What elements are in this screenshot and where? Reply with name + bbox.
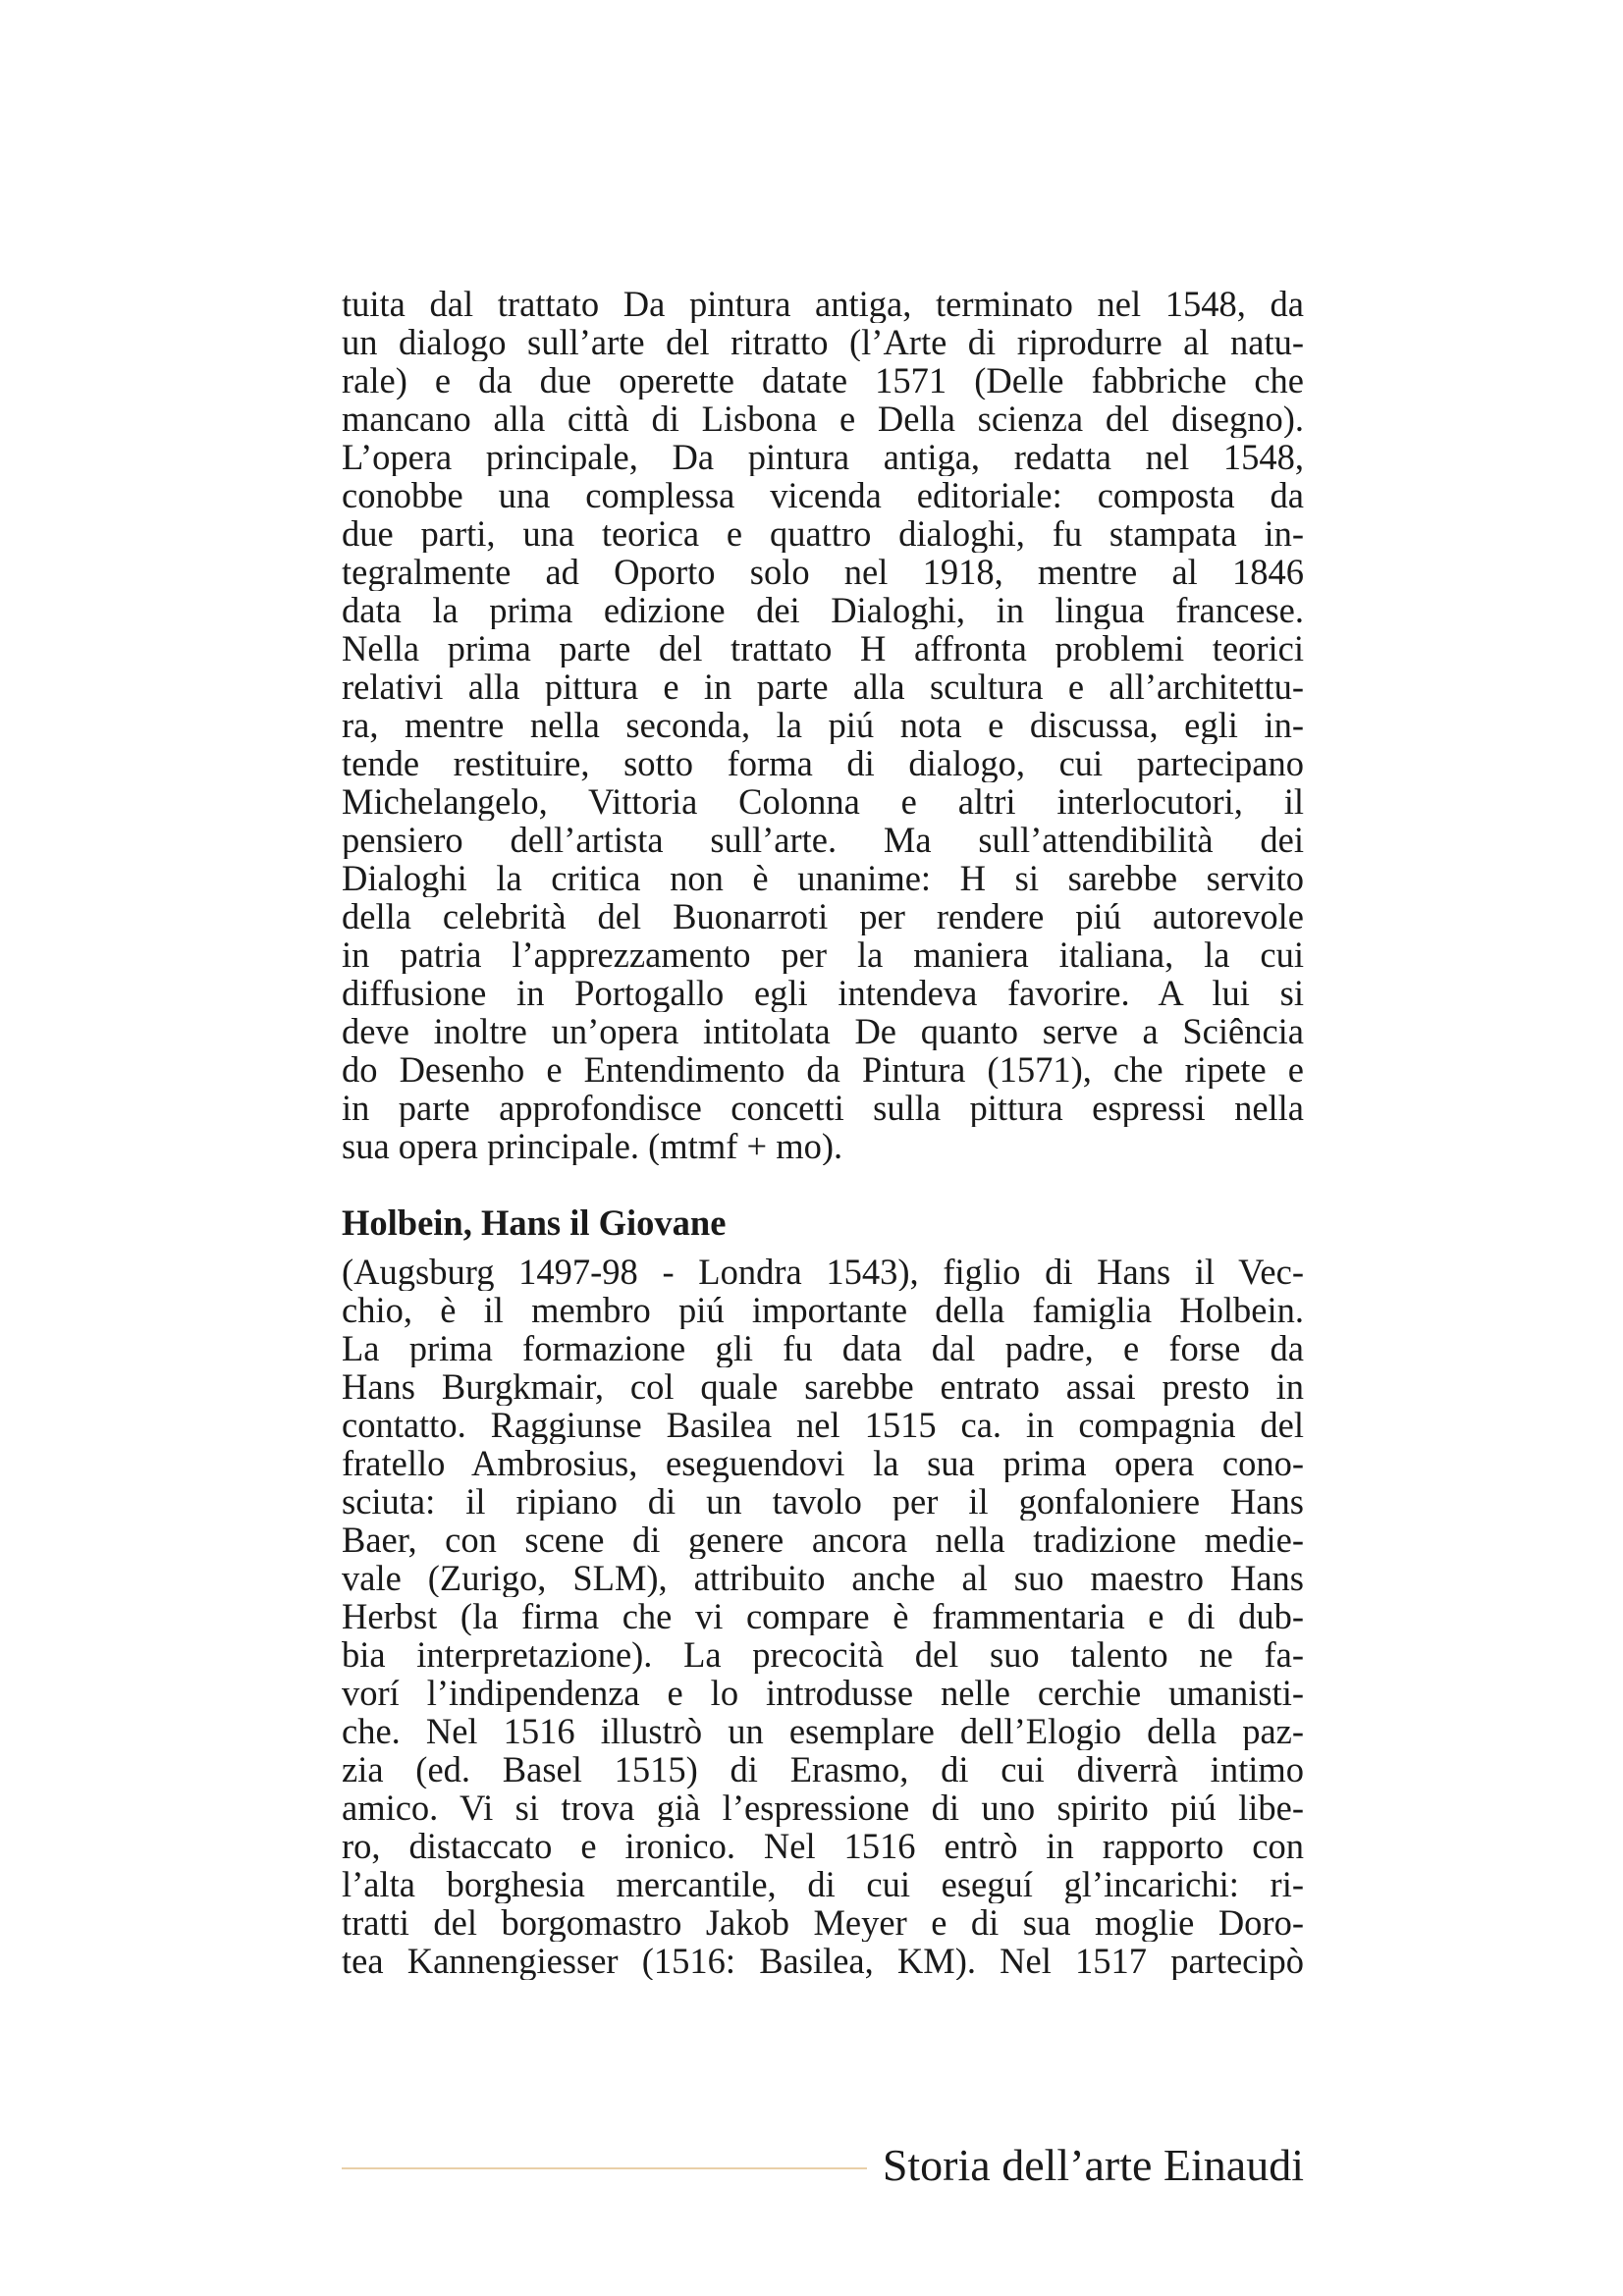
text-line: tuita dal trattato Da pintura antiga, terminato nel 1548, da xyxy=(342,285,1304,323)
text-line: rale) e da due operette datate 1571 (Delle fabbriche che xyxy=(342,361,1304,400)
text-line: contatto. Raggiunse Basilea nel 1515 ca. in compagnia del xyxy=(342,1406,1304,1444)
text-line: tende restituire, sotto forma di dialogo, cui partecipano xyxy=(342,744,1304,782)
text-line: che. Nel 1516 illustrò un esemplare dell’Elogio della paz- xyxy=(342,1712,1304,1750)
text-line: deve inoltre un’opera intitolata De quanto serve a Sciência xyxy=(342,1012,1304,1050)
text-line: tea Kannengiesser (1516: Basilea, KM). Nel 1517 partecipò xyxy=(342,1942,1304,1980)
text-line: tratti del borgomastro Jakob Meyer e di sua moglie Doro- xyxy=(342,1903,1304,1942)
text-line: relativi alla pittura e in parte alla scultura e all’architettu- xyxy=(342,667,1304,706)
text-line: Baer, con scene di genere ancora nella tradizione medie- xyxy=(342,1521,1304,1559)
text-line: L’opera principale, Da pintura antiga, redatta nel 1548, xyxy=(342,438,1304,476)
text-line: mancano alla città di Lisbona e Della scienza del disegno). xyxy=(342,400,1304,438)
text-line: ro, distaccato e ironico. Nel 1516 entrò in rapporto con xyxy=(342,1827,1304,1865)
text-line: in patria l’apprezzamento per la maniera italiana, la cui xyxy=(342,935,1304,974)
text-line: della celebrità del Buonarroti per rendere piú autorevole xyxy=(342,897,1304,935)
text-line: vale (Zurigo, SLM), attribuito anche al suo maestro Hans xyxy=(342,1559,1304,1597)
text-line: ra, mentre nella seconda, la piú nota e discussa, egli in- xyxy=(342,706,1304,744)
text-line: due parti, una teorica e quattro dialoghi, fu stampata in- xyxy=(342,514,1304,553)
text-line: tegralmente ad Oporto solo nel 1918, mentre al 1846 xyxy=(342,553,1304,591)
footer-rule xyxy=(342,2167,867,2169)
paragraph-continuation xyxy=(342,285,1304,1165)
text-line: La prima formazione gli fu data dal padre, e forse da xyxy=(342,1329,1304,1367)
text-line: amico. Vi si trova già l’espressione di uno spirito piú libe- xyxy=(342,1789,1304,1827)
text-line: Hans Burgkmair, col quale sarebbe entrato assai presto in xyxy=(342,1367,1304,1406)
text-line: zia (ed. Basel 1515) di Erasmo, di cui diverrà intimo xyxy=(342,1750,1304,1789)
text-line: fratello Ambrosius, eseguendovi la sua prima opera cono- xyxy=(342,1444,1304,1482)
entry-body xyxy=(342,1253,1304,1980)
text-line: chio, è il membro piú importante della famiglia Holbein. xyxy=(342,1291,1304,1329)
text-line: Herbst (la firma che vi compare è frammentaria e di dub- xyxy=(342,1597,1304,1635)
text-line: conobbe una complessa vicenda editoriale: composta da xyxy=(342,476,1304,514)
text-line: Michelangelo, Vittoria Colonna e altri interlocutori, il xyxy=(342,782,1304,821)
text-line: l’alta borghesia mercantile, di cui eseguí gl’incarichi: ri- xyxy=(342,1865,1304,1903)
text-line: sua opera principale. (mtmf + mo). xyxy=(342,1127,843,1165)
text-line: (Augsburg 1497-98 - Londra 1543), figlio di Hans il Vec- xyxy=(342,1253,1304,1291)
text-line: data la prima edizione dei Dialoghi, in lingua francese. xyxy=(342,591,1304,629)
text-line: pensiero dell’artista sull’arte. Ma sull’attendibilità dei xyxy=(342,821,1304,859)
text-line: vorí l’indipendenza e lo introdusse nelle cerchie umanisti- xyxy=(342,1674,1304,1712)
text-line: do Desenho e Entendimento da Pintura (1571), che ripete e xyxy=(342,1050,1304,1089)
text-line: Dialoghi la critica non è unanime: H si sarebbe servito xyxy=(342,859,1304,897)
text-line: bia interpretazione). La precocità del suo talento ne fa- xyxy=(342,1635,1304,1674)
text-line: un dialogo sull’arte del ritratto (l’Arte di riprodurre al natu- xyxy=(342,323,1304,361)
entry-heading: Holbein, Hans il Giovane xyxy=(342,1202,727,1243)
footer-title: Storia dell’arte Einaudi xyxy=(882,2140,1304,2190)
text-line: sciuta: il ripiano di un tavolo per il gonfaloniere Hans xyxy=(342,1482,1304,1521)
text-line: diffusione in Portogallo egli intendeva favorire. A lui si xyxy=(342,974,1304,1012)
text-line: Nella prima parte del trattato H affronta problemi teorici xyxy=(342,629,1304,667)
text-line: in parte approfondisce concetti sulla pittura espressi nella xyxy=(342,1089,1304,1127)
